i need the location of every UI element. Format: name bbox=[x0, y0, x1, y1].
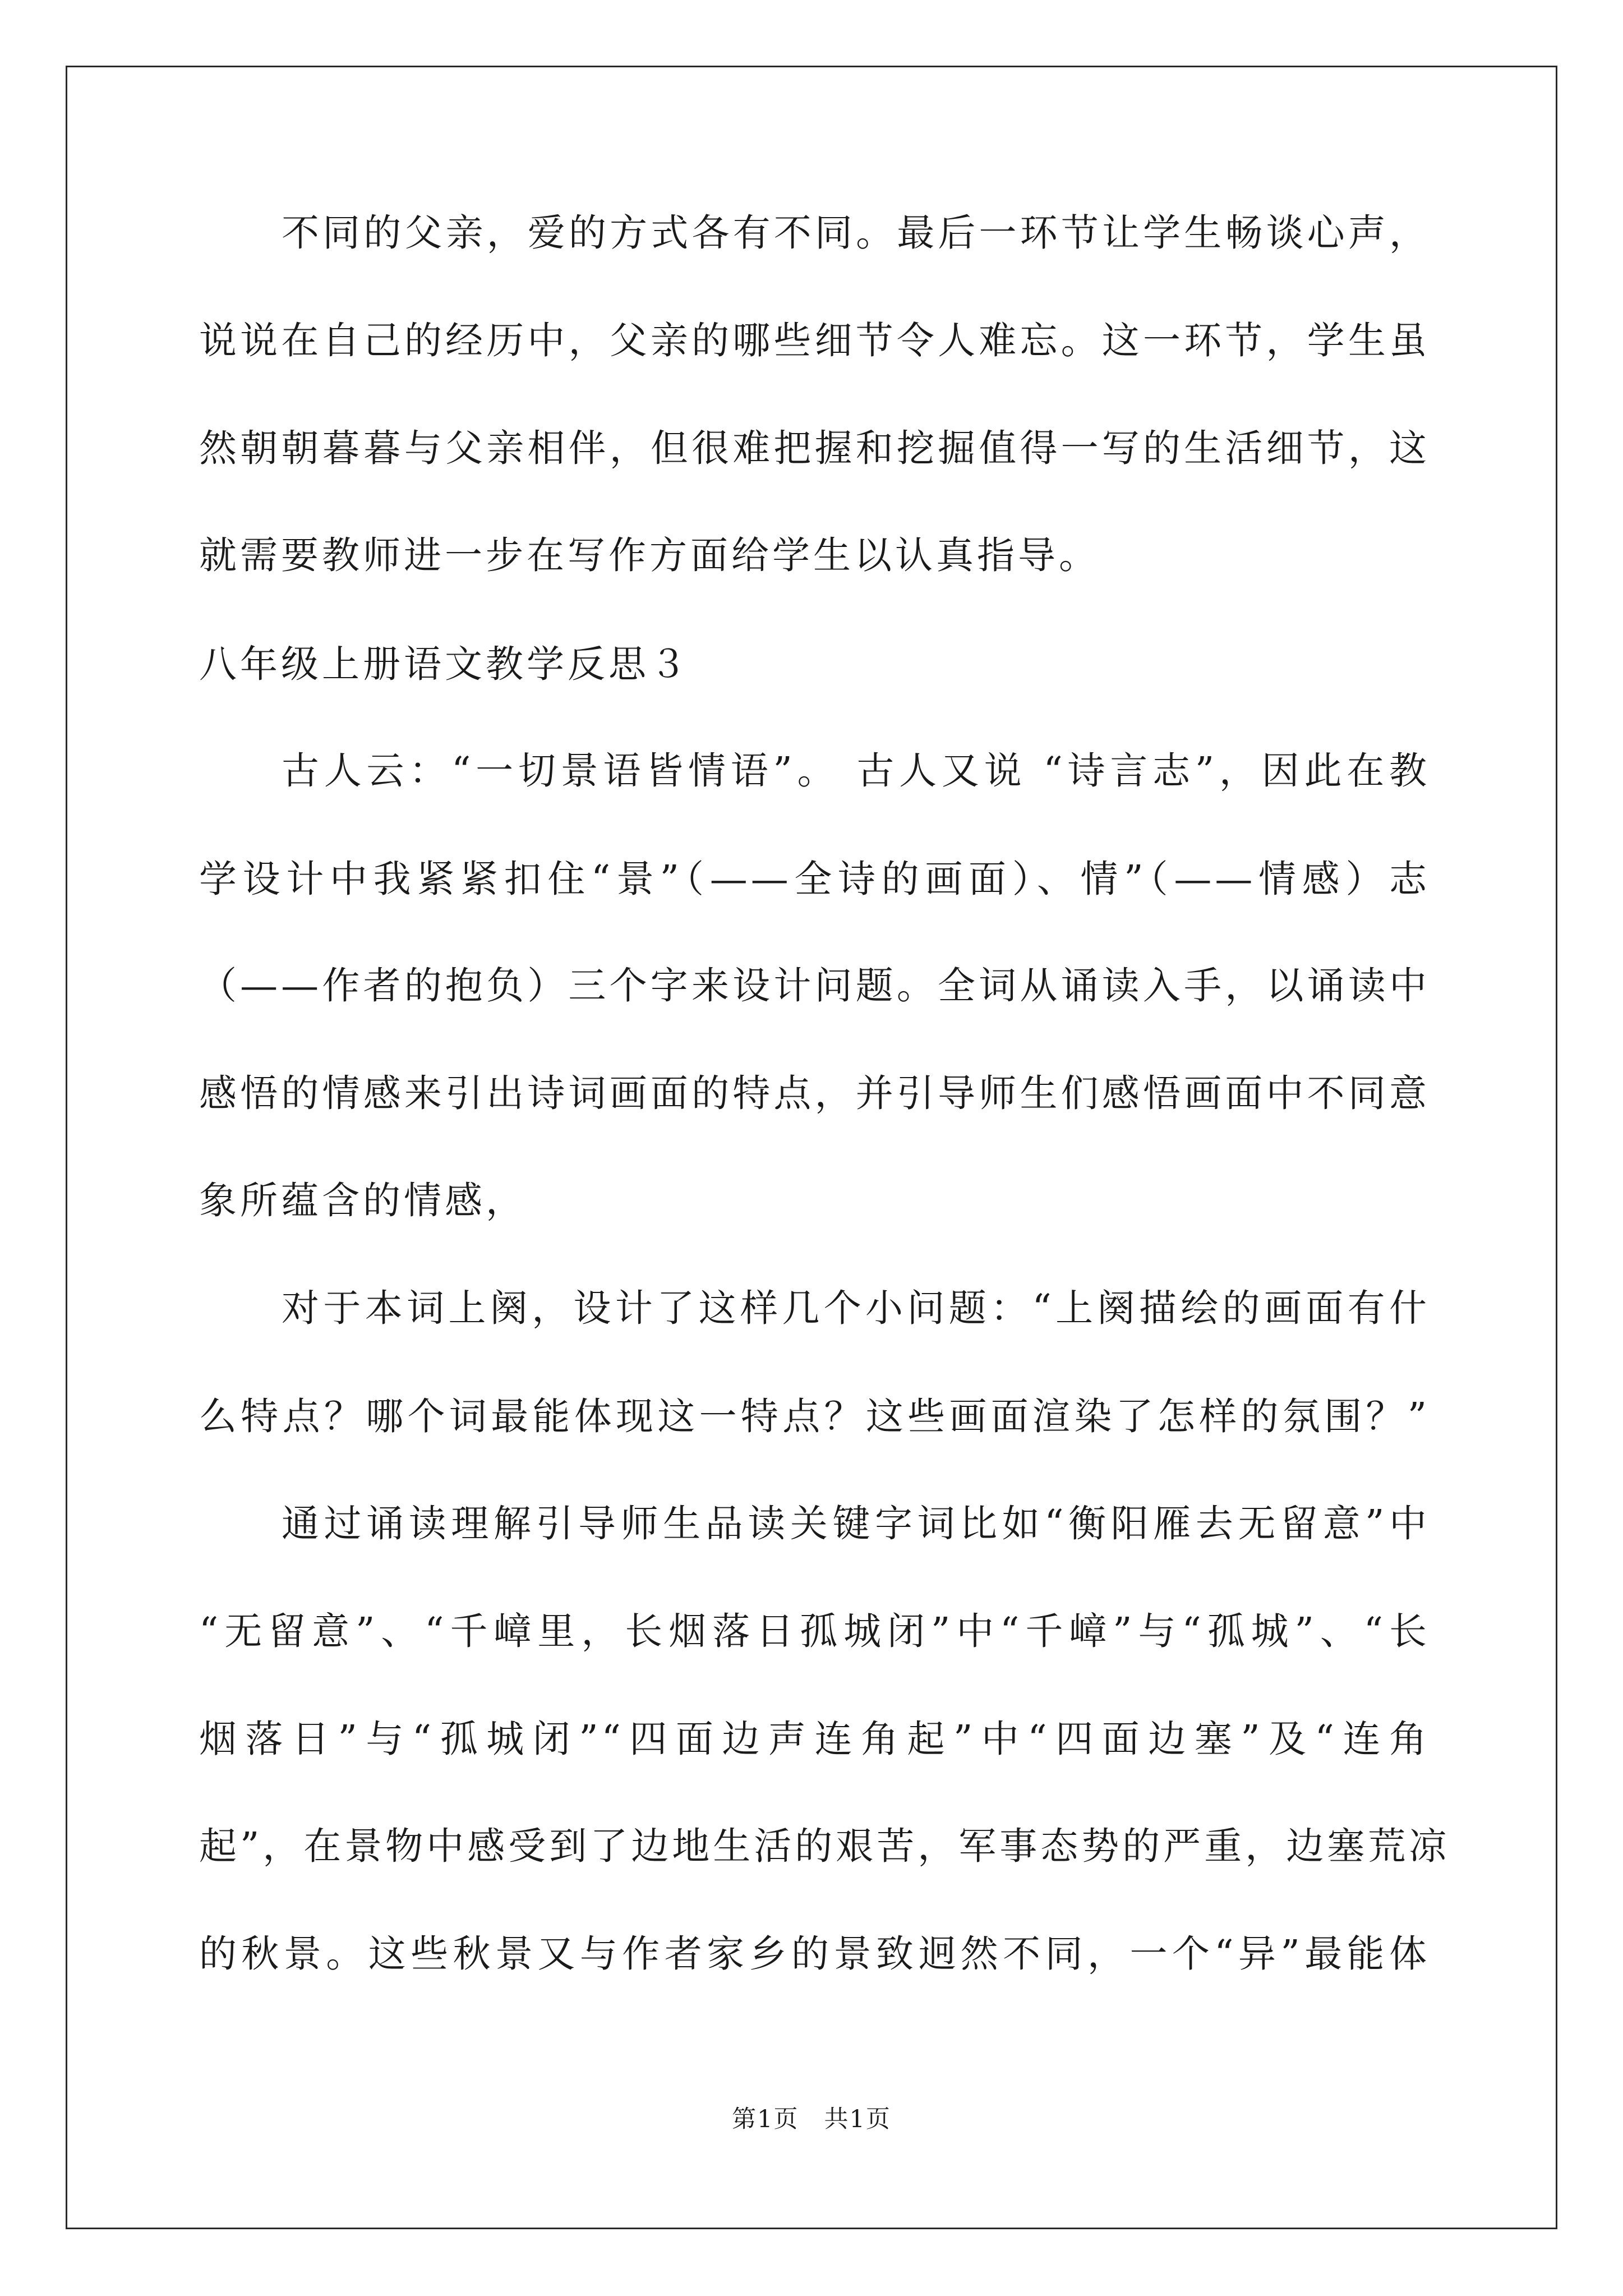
paragraph-line: 的秋景。这些秋景又与作者家乡的景致迥然不同，一个“异”最能体 bbox=[199, 1932, 1430, 1976]
page-border bbox=[66, 66, 1557, 2229]
paragraph-line: “无留意”、“千嶂里，长烟落日孤城闭”中“千嶂”与“孤城”、“长 bbox=[199, 1609, 1430, 1653]
paragraph-line: 烟落日”与“孤城闭”“四面边声连角起”中“四面边塞”及“连角 bbox=[199, 1717, 1430, 1761]
paragraph-line: 然朝朝暮暮与父亲相伴，但很难把握和挖掘值得一写的生活细节，这 bbox=[199, 426, 1430, 470]
paragraph-line: 么特点？哪个词最能体现这一特点？这些画面渲染了怎样的氛围？” bbox=[199, 1395, 1430, 1438]
section-heading: 八年级上册语文教学反思３ bbox=[199, 642, 690, 686]
paragraph-line: （——作者的抱负）三个字来设计问题。全词从诵读入手，以诵读中 bbox=[199, 964, 1430, 1007]
paragraph-line: 起”，在景物中感受到了边地生活的艰苦，军事态势的严重，边塞荒凉 bbox=[199, 1824, 1450, 1868]
page-number: 第1页 共1页 bbox=[732, 2105, 891, 2133]
paragraph-line: 通过诵读理解引导师生品读关键字词比如“衡阳雁去无留意”中 bbox=[282, 1502, 1430, 1545]
paragraph-line: 说说在自己的经历中，父亲的哪些细节令人难忘。这一环节，学生虽 bbox=[199, 319, 1430, 362]
paragraph-line: 不同的父亲，爱的方式各有不同。最后一环节让学生畅谈心声， bbox=[282, 211, 1430, 255]
paragraph-line: 学设计中我紧紧扣住“景”（——全诗的画面）、情”（——情感）志 bbox=[199, 857, 1430, 901]
paragraph-line: 感悟的情感来引出诗词画面的特点，并引导师生们感悟画面中不同意 bbox=[199, 1071, 1430, 1115]
paragraph-line: 象所蕴含的情感， bbox=[199, 1179, 527, 1222]
paragraph-line: 对于本词上阕，设计了这样几个小问题：“上阕描绘的画面有什 bbox=[282, 1286, 1430, 1330]
paragraph-line: 古人云：“一切景语皆情语”。 古人又说 “诗言志”，因此在教 bbox=[282, 749, 1430, 793]
paragraph-line: 就需要教师进一步在写作方面给学生以认真指导。 bbox=[199, 533, 1100, 577]
